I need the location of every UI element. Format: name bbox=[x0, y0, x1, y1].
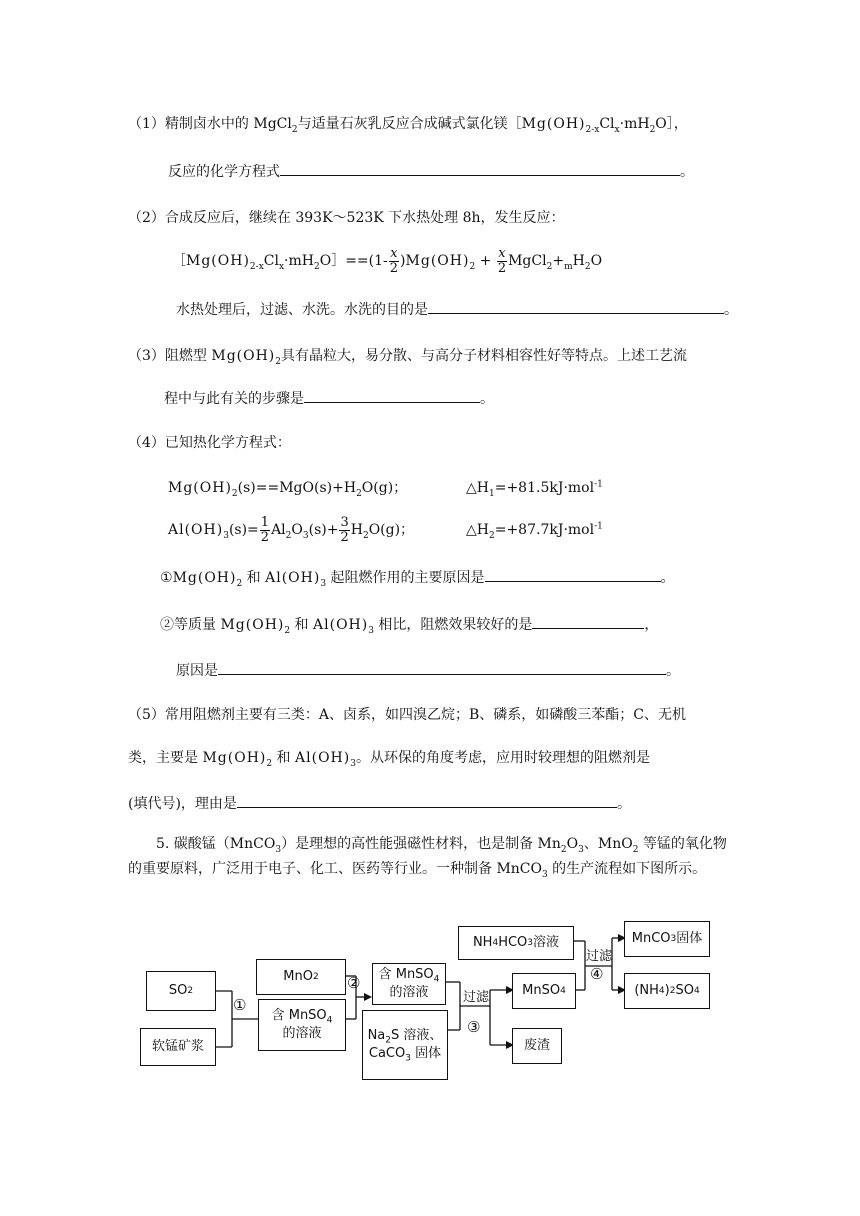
flow-mnso4-label: MnSO bbox=[522, 983, 561, 998]
q4-dh2-value: =+87.7kJ·mol bbox=[494, 522, 595, 538]
flow-box1-b: 的溶液 bbox=[282, 1026, 322, 1041]
q5-text-2a: 类，主要是 bbox=[128, 750, 203, 766]
q2-frac-2-num: x bbox=[498, 245, 506, 261]
flow-box-mnso4-solution-2 bbox=[372, 963, 446, 1005]
q4-sub2-and: 和 bbox=[290, 617, 314, 633]
flow-box1-line1: 含 MnSO$_4$ bbox=[271, 1008, 333, 1026]
flow-so2-label: SO bbox=[168, 983, 188, 998]
flow-box1-a: 含 MnSO bbox=[271, 1008, 327, 1023]
q4-sub2: ②等质量 $Mg(OH)_2$ 和 $Al(OH)_3$ 相比，阻燃效果较好的是 ， bbox=[160, 614, 658, 635]
q2-eq-open: ［ bbox=[172, 253, 186, 269]
q4-eq2-e: H bbox=[350, 522, 363, 538]
flow-na2s-a: Na bbox=[367, 1028, 386, 1043]
flow-na2s-c: CaCO bbox=[368, 1046, 406, 1061]
q4-eq1: $Mg(OH)_2(s)==MgO(s)+H_2O(g)$； bbox=[168, 480, 408, 499]
p5-text-a: 5. 碳酸锰（MnCO bbox=[156, 836, 276, 852]
flow-box-mnco3: MnCO 3 固体 bbox=[624, 921, 710, 957]
flow-box2-a: 含 MnSO bbox=[378, 967, 434, 982]
q4-eq1-rest2: O(g)； bbox=[361, 480, 408, 496]
q4-eq2-b: Al bbox=[271, 522, 286, 538]
flow-box2-line1: 含 MnSO$_4$ bbox=[378, 967, 440, 985]
q4-eq2-al: Al(OH) bbox=[168, 522, 224, 538]
arrow-2-head bbox=[364, 993, 372, 1001]
q5-line2: 类，主要是 $Mg(OH)_2$ 和 $Al(OH)_3$。从环保的角度考虑，应用时较理想的阻燃剂是 bbox=[128, 750, 650, 769]
q4-eq1-rest: (s)==MgO(s)+H bbox=[237, 480, 357, 496]
q4-eq2-a: (s)= bbox=[228, 522, 259, 538]
q4-eq2-d: (s)+ bbox=[308, 522, 339, 538]
q4-sub1-al: Al(OH) bbox=[265, 570, 321, 586]
flow-box-mno2: MnO 2 bbox=[256, 959, 346, 995]
q2-frac-1-num: x bbox=[390, 245, 398, 261]
flow-nh4hco3-b: HCO bbox=[498, 935, 528, 950]
q4-frac-1-den: 2 bbox=[260, 529, 270, 545]
flow-box-ore bbox=[140, 1028, 216, 1066]
q2-prompt: 水热处理后，过滤、水洗。水洗的目的是 bbox=[176, 302, 428, 318]
q5-al: Al(OH) bbox=[295, 750, 351, 766]
flow-step-2-label bbox=[347, 974, 360, 992]
q2-eq-close: O］==(1- bbox=[319, 253, 388, 269]
flow-box-so2: SO 2 bbox=[146, 971, 216, 1011]
flow-na2s-line1: $Na_2S$ 溶液、 bbox=[367, 1028, 443, 1046]
q2-frac-2-den: 2 bbox=[497, 260, 507, 276]
q4-reason-end: 。 bbox=[666, 663, 680, 679]
q4-frac-2-den: 2 bbox=[340, 529, 349, 545]
q2-intro: （2）合成反应后，继续在 393K～523K 下水热处理 8h，发生反应： bbox=[128, 210, 565, 226]
q4-sub1-and: 和 bbox=[242, 570, 266, 586]
q2-eq-tail2: + bbox=[552, 253, 565, 269]
q3-mg: Mg(OH) bbox=[211, 348, 276, 364]
flow-step-1-label bbox=[233, 996, 246, 1014]
q3-text-a: （3）阻燃型 bbox=[128, 348, 212, 364]
p5-text-d: 、MnO bbox=[583, 836, 633, 852]
q2-eq-mg: Mg(OH) bbox=[186, 253, 250, 269]
q4-eq2-c: O bbox=[291, 522, 303, 538]
flow-na2s-d: 固体 bbox=[410, 1046, 442, 1061]
flow-box-waste bbox=[512, 1028, 562, 1064]
q3-line1: （3）阻燃型 $Mg(OH)_2$具有晶粒大，易分散、与高分子材料相容性好等特点。上述工艺流 bbox=[128, 348, 688, 367]
q4-dh1: $\triangle H_1=+81.5kJ\cdot mol^{-1}$ bbox=[466, 479, 603, 499]
q4-frac-1-num: 1 bbox=[260, 514, 270, 530]
q5-prompt: (填代号)，理由是 bbox=[128, 796, 237, 812]
flow-ore-label: 软锰矿浆 bbox=[151, 1039, 204, 1054]
flow-box-nh4hco3: NH 4 HCO 3 溶液 bbox=[458, 926, 574, 960]
q4-sub1-prompt: 起阻燃作用的主要原因是 bbox=[330, 570, 485, 586]
flow-step-3: ③ bbox=[467, 1018, 481, 1036]
q2-eq-plus: + bbox=[475, 253, 496, 269]
q4-eq2-f: O(g)； bbox=[368, 522, 415, 538]
flow-box-na2s-caco3 bbox=[362, 1010, 448, 1080]
q4-sub2-marker: ②等质量 bbox=[160, 617, 221, 633]
q4-intro: （4）已知热化学方程式： bbox=[128, 435, 291, 451]
q3-text-b: 具有晶粒大，易分散、与高分子材料相容性好等特点。上述工艺流 bbox=[281, 348, 688, 364]
q4-sub1-mg: Mg(OH) bbox=[172, 570, 237, 586]
flow-nh42so4-c: SO bbox=[675, 983, 694, 998]
q1-end: 。 bbox=[680, 164, 694, 180]
q5-and: 和 bbox=[272, 750, 296, 766]
q2-equation: $[Mg(OH)_{2-x}Cl_x\cdot mH_2O]==(1-$ $\frac{x}{2}$ )$Mg(OH)_2$ + $\frac{x}{2}$ $MgCl_2+_mH_2O$ bbox=[172, 245, 603, 276]
flow-nh42so4-a: (NH bbox=[634, 983, 659, 998]
q2-eq-tail3: H bbox=[572, 253, 585, 269]
q5-end: 。 bbox=[616, 796, 631, 812]
flow-mnco3-a: MnCO bbox=[631, 931, 671, 946]
p5-text-c: O bbox=[566, 836, 579, 852]
q2-eq-tail: MgCl bbox=[508, 253, 547, 269]
q1-prompt: 反应的化学方程式 bbox=[168, 164, 280, 180]
q4-dh1-label: △H bbox=[466, 480, 489, 496]
q4-dh2: $\triangle H_2=+87.7kJ\cdot mol^{-1}$ bbox=[466, 521, 603, 541]
flow-na2s-line2: CaCO$_3$ 固体 bbox=[368, 1046, 442, 1064]
q4-eq1-mg: Mg(OH) bbox=[168, 480, 232, 496]
flow-box2-b: 的溶液 bbox=[389, 985, 429, 1000]
q2-eq-mid: ) bbox=[400, 253, 406, 269]
q4-sub2-comma: ， bbox=[644, 617, 659, 633]
problem-5-text: 5. 碳酸锰（MnCO$_3$）是理想的高性能强磁性材料，也是制备 $Mn_2O_3$、MnO$_2$ 等锰的氧化物的重要原料，广泛用于电子、化工、医药等行业。一种制备 MnCO$_3$ 的生产流程如下图所示。 bbox=[128, 836, 727, 880]
flow-mnco3-b: 固体 bbox=[676, 931, 703, 946]
q4-eq2: $Al(OH)_3(s)=$ $\frac{1}{2}$ $Al_2O_3(s)+$ $\frac{3}{2}$ $H_2O(g)$； bbox=[168, 514, 415, 545]
q2-eq-mg2: Mg(OH) bbox=[405, 253, 470, 269]
flow-box-mnso4-solution-1 bbox=[258, 999, 346, 1051]
q5-text-2b: 。从环保的角度考虑，应用时较理想的阻燃剂是 bbox=[355, 750, 650, 766]
flow-step-4-filter bbox=[586, 945, 612, 964]
q4-reason-prompt: 原因是 bbox=[176, 663, 218, 679]
q1-text-a: （1）精制卤水中的 MgCl bbox=[128, 116, 292, 132]
q4-dh2-label: △H bbox=[466, 522, 489, 538]
q1-text-e: O］， bbox=[655, 116, 688, 132]
flow-nh4hco3-c: 溶液 bbox=[533, 935, 560, 950]
flow-step-2: ② bbox=[347, 974, 361, 992]
flow-box-nh42so4: (NH 4 ) 2 SO 4 bbox=[624, 973, 710, 1009]
flow-step-3-label bbox=[467, 1018, 480, 1036]
p5-text-f: 的生产流程如下图所示。 bbox=[547, 861, 707, 877]
flow-step-3-filter bbox=[463, 986, 489, 1005]
flow-step-3-filter-label: 过滤 bbox=[463, 990, 490, 1005]
flow-nh42so4-b: ) bbox=[664, 983, 670, 998]
q4-sub2-al: Al(OH) bbox=[313, 617, 369, 633]
p5-text-b: ）是理想的高性能强磁性材料，也是制备 Mn bbox=[281, 836, 561, 852]
q2-frac-1-den: 2 bbox=[389, 260, 399, 276]
flow-waste-label: 废渣 bbox=[523, 1038, 550, 1053]
flow-step-4: ④ bbox=[590, 965, 604, 983]
q2-eq-tail4: O bbox=[590, 253, 603, 269]
flow-nh4hco3-a: NH bbox=[472, 935, 493, 950]
q3-end: 。 bbox=[480, 391, 494, 407]
flow-box-mnso4: MnSO 4 bbox=[512, 973, 576, 1009]
q4-sub1-marker: ① bbox=[160, 570, 173, 586]
q4-dh1-value: =+81.5kJ·mol bbox=[494, 480, 595, 496]
q4-sub1-end: 。 bbox=[660, 570, 675, 586]
p5-text-e: 等锰的氧化物的重要原料，广泛用于电子、化工、医药等行业。一种制备 MnCO bbox=[128, 836, 727, 877]
q2-end: 。 bbox=[724, 302, 738, 318]
flow-mno2-label: MnO bbox=[283, 969, 313, 984]
q5-text-1: （5）常用阻燃剂主要有三类：A、卤系，如四溴乙烷；B、磷系，如磷酸三苯酯；C、无机 bbox=[128, 707, 687, 723]
q4-sub2-mg: Mg(OH) bbox=[220, 617, 285, 633]
q1-text-d: ·mH bbox=[619, 116, 650, 132]
q4-sub2-prompt: 相比，阻燃效果较好的是 bbox=[378, 617, 533, 633]
q4-frac-2-num: 3 bbox=[340, 514, 349, 530]
flow-step-4-filter-label: 过滤 bbox=[586, 949, 613, 964]
q3-prompt: 程中与此有关的步骤是 bbox=[164, 391, 304, 407]
flow-step-4-label bbox=[590, 965, 603, 983]
q4-sub1: $①Mg(OH)_2$ 和 $Al(OH)_3$ 起阻燃作用的主要原因是 。 bbox=[160, 567, 675, 588]
q2-eq-cl: Cl bbox=[263, 253, 279, 269]
q1-text-c: Cl bbox=[599, 116, 615, 132]
q2-eq-mh: ·mH bbox=[284, 253, 314, 269]
q5-mg: Mg(OH) bbox=[202, 750, 267, 766]
q1-formula-mg: Mg(OH) bbox=[521, 116, 586, 132]
flow-step-1: ① bbox=[233, 996, 247, 1014]
q1-line1: （1）精制卤水中的 MgCl$_2$与适量石灰乳反应合成碱式氯化镁$[Mg(OH)_{2-x}Cl_x\cdot mH_2O]$， bbox=[128, 116, 688, 135]
flow-na2s-b: S 溶液、 bbox=[391, 1028, 443, 1043]
q1-text-b: 与适量石灰乳反应合成碱式氯化镁［ bbox=[297, 116, 522, 132]
